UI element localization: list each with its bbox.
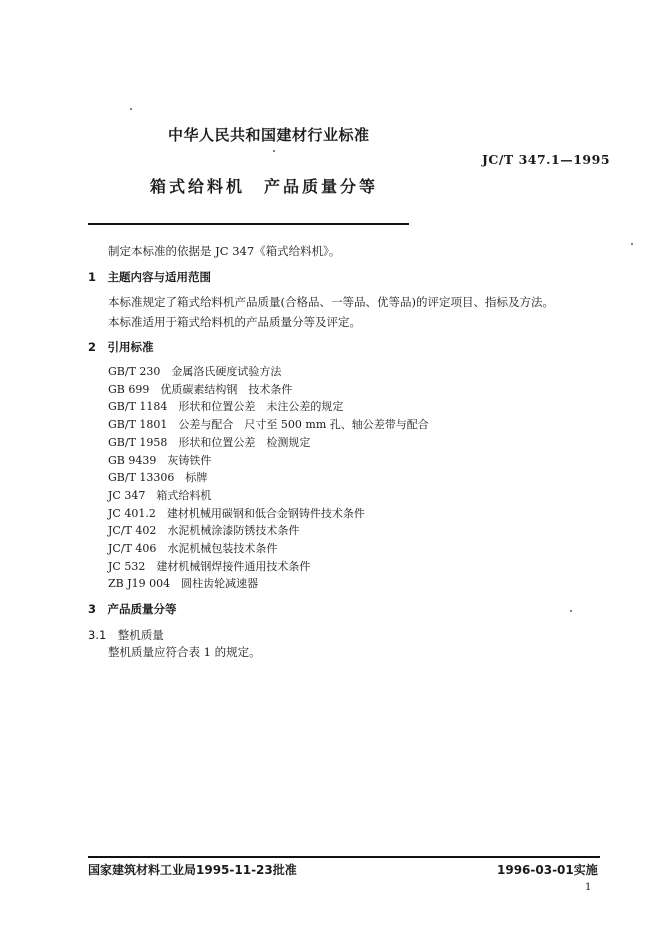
issuing-organization: 中华人民共和国建材行业标准 bbox=[168, 126, 370, 144]
section-2-heading: 2 引用标准 bbox=[88, 340, 154, 354]
reference-title: 金属洛氏硬度试验方法 bbox=[171, 365, 282, 378]
scan-speck bbox=[570, 610, 572, 612]
reference-item bbox=[108, 363, 429, 381]
reference-code: JC 401.2 bbox=[108, 506, 156, 520]
reference-code: GB/T 1801 bbox=[108, 418, 168, 432]
reference-code: GB/T 230 bbox=[108, 365, 161, 378]
reference-item bbox=[108, 452, 429, 470]
reference-item bbox=[108, 540, 429, 558]
reference-code: GB/T 13306 bbox=[108, 471, 175, 485]
scan-speck bbox=[631, 243, 633, 245]
reference-code: JC/T 402 bbox=[108, 524, 157, 538]
reference-title: 水泥机械包装技术条件 bbox=[167, 542, 278, 556]
reference-item bbox=[108, 469, 429, 487]
scan-speck bbox=[273, 150, 275, 152]
reference-title: 水泥机械涂漆防锈技术条件 bbox=[167, 524, 300, 538]
header-divider bbox=[88, 223, 409, 225]
approval-statement: 国家建筑材料工业局1995-11-23批准 bbox=[88, 863, 297, 877]
reference-item bbox=[108, 416, 429, 434]
scan-speck bbox=[130, 108, 132, 110]
reference-code: GB 9439 bbox=[108, 453, 157, 467]
reference-title: 形状和位置公差 检测规定 bbox=[178, 435, 311, 449]
reference-item bbox=[108, 487, 429, 505]
reference-title: 圆柱齿轮减速器 bbox=[181, 577, 259, 591]
reference-title: 公差与配合 尺寸至 500 mm 孔、轴公差带与配合 bbox=[178, 418, 429, 432]
reference-code: GB 699 bbox=[108, 382, 150, 396]
reference-item bbox=[108, 575, 429, 593]
reference-item bbox=[108, 398, 429, 416]
reference-item bbox=[108, 522, 429, 540]
document-title: 箱式给料机 产品质量分等 bbox=[150, 177, 379, 196]
reference-item bbox=[108, 558, 429, 576]
reference-code: GB/T 1958 bbox=[108, 435, 168, 449]
section-3-heading: 3 产品质量分等 bbox=[88, 602, 177, 616]
footer-divider bbox=[88, 856, 600, 858]
reference-item bbox=[108, 505, 429, 523]
reference-title: 建材机械钢焊接件通用技术条件 bbox=[156, 559, 311, 573]
reference-item bbox=[108, 381, 429, 399]
reference-code: JC 347 bbox=[108, 488, 146, 502]
page-number: 1 bbox=[585, 882, 592, 893]
reference-code: ZB J19 004 bbox=[108, 577, 171, 591]
reference-item bbox=[108, 434, 429, 452]
section-1-paragraph-2: 本标准适用于箱式给料机的产品质量分等及评定。 bbox=[108, 315, 361, 329]
reference-title: 灰铸铁件 bbox=[167, 453, 212, 467]
standard-code: JC/T 347.1—1995 bbox=[482, 152, 611, 167]
section-1-heading: 1 主题内容与适用范围 bbox=[88, 270, 212, 284]
reference-code: JC 532 bbox=[108, 559, 146, 573]
reference-title: 标牌 bbox=[185, 471, 208, 485]
reference-title: 形状和位置公差 未注公差的规定 bbox=[178, 400, 344, 414]
section-1-paragraph-1: 本标准规定了箱式给料机产品质量(合格品、一等品、优等品)的评定项目、指标及方法。 bbox=[108, 295, 554, 309]
reference-title: 箱式给料机 bbox=[156, 488, 212, 502]
subsection-3-1-heading: 3.1 整机质量 bbox=[88, 628, 164, 642]
subsection-3-1-paragraph: 整机质量应符合表 1 的规定。 bbox=[108, 645, 261, 659]
reference-code: GB/T 1184 bbox=[108, 400, 168, 414]
intro-paragraph: 制定本标准的依据是 JC 347《箱式给料机》。 bbox=[108, 244, 341, 258]
reference-title: 优质碳素结构钢 技术条件 bbox=[160, 382, 293, 396]
implementation-date: 1996-03-01实施 bbox=[497, 863, 598, 877]
reference-title: 建材机械用碳钢和低合金钢铸件技术条件 bbox=[166, 506, 365, 520]
reference-code: JC/T 406 bbox=[108, 542, 157, 556]
reference-list bbox=[108, 363, 429, 593]
